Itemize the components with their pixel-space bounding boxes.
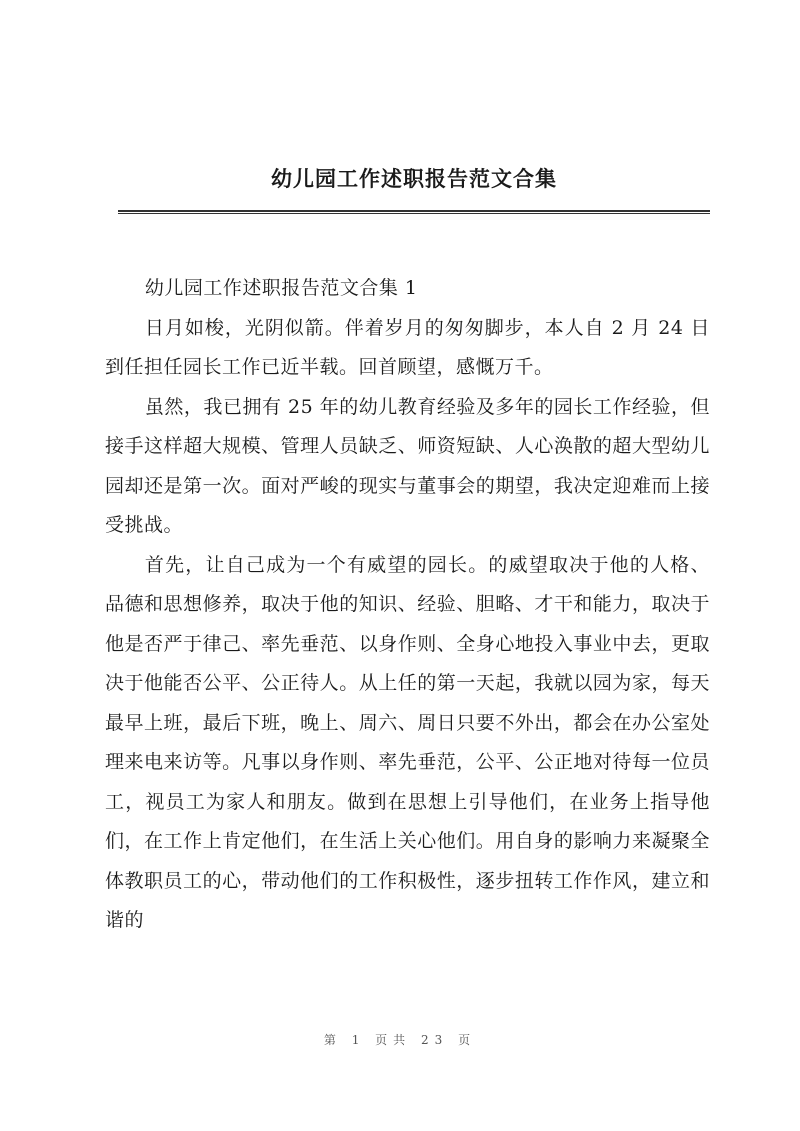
footer-prefix: 第 — [323, 1033, 342, 1047]
footer-suffix: 页 — [458, 1033, 477, 1047]
footer-total-pages: 23 — [421, 1033, 449, 1047]
title-divider — [118, 210, 710, 214]
footer-mid: 页共 — [375, 1033, 412, 1047]
document-body — [105, 269, 710, 941]
paragraph: 首先，让自己成为一个有威望的园长。的威望取决于他的人格、品德和思想修养，取决于他的知识、经验、胆略、才干和能力，取决于他是否严于律己、率先垂范、以身作则、全身心地投入事业中去，更取决于他能否公平、公正待人。从上任的第一天起，我就以园为家，每天最早上班，最后下班，晚上、周六、周日只要不外出，都会在办公室处理来电来访等。凡事以身作则、率先垂范，公平、公正地对待每一位员工，视员工为家人和朋友。做到在思想上引导他们，在业务上指导他们，在工作上肯定他们，在生活上关心他们。用自身的影响力来凝聚全体教职员工的心，带动他们的工作积极性，逐步扭转工作作风，建立和谐的 — [105, 553, 710, 931]
document-title: 幼儿园工作述职报告范文合集 — [271, 166, 557, 191]
paragraph: 日月如梭，光阴似箭。伴着岁月的匆匆脚步，本人自 2 月 24 日到任担任园长工作已近半载。回首顾望，感慨万千。 — [105, 316, 710, 378]
section-heading: 幼儿园工作述职报告范文合集 1 — [144, 277, 418, 299]
footer-current-page: 1 — [351, 1033, 366, 1047]
page-footer — [0, 1031, 800, 1048]
paragraph: 虽然，我已拥有 25 年的幼儿教育经验及多年的园长工作经验，但接手这样超大规模、管理人员缺乏、师资短缺、人心涣散的超大型幼儿园却还是第一次。面对严峻的现实与董事会的期望，我决定迎难而上接受挑战。 — [105, 395, 710, 536]
